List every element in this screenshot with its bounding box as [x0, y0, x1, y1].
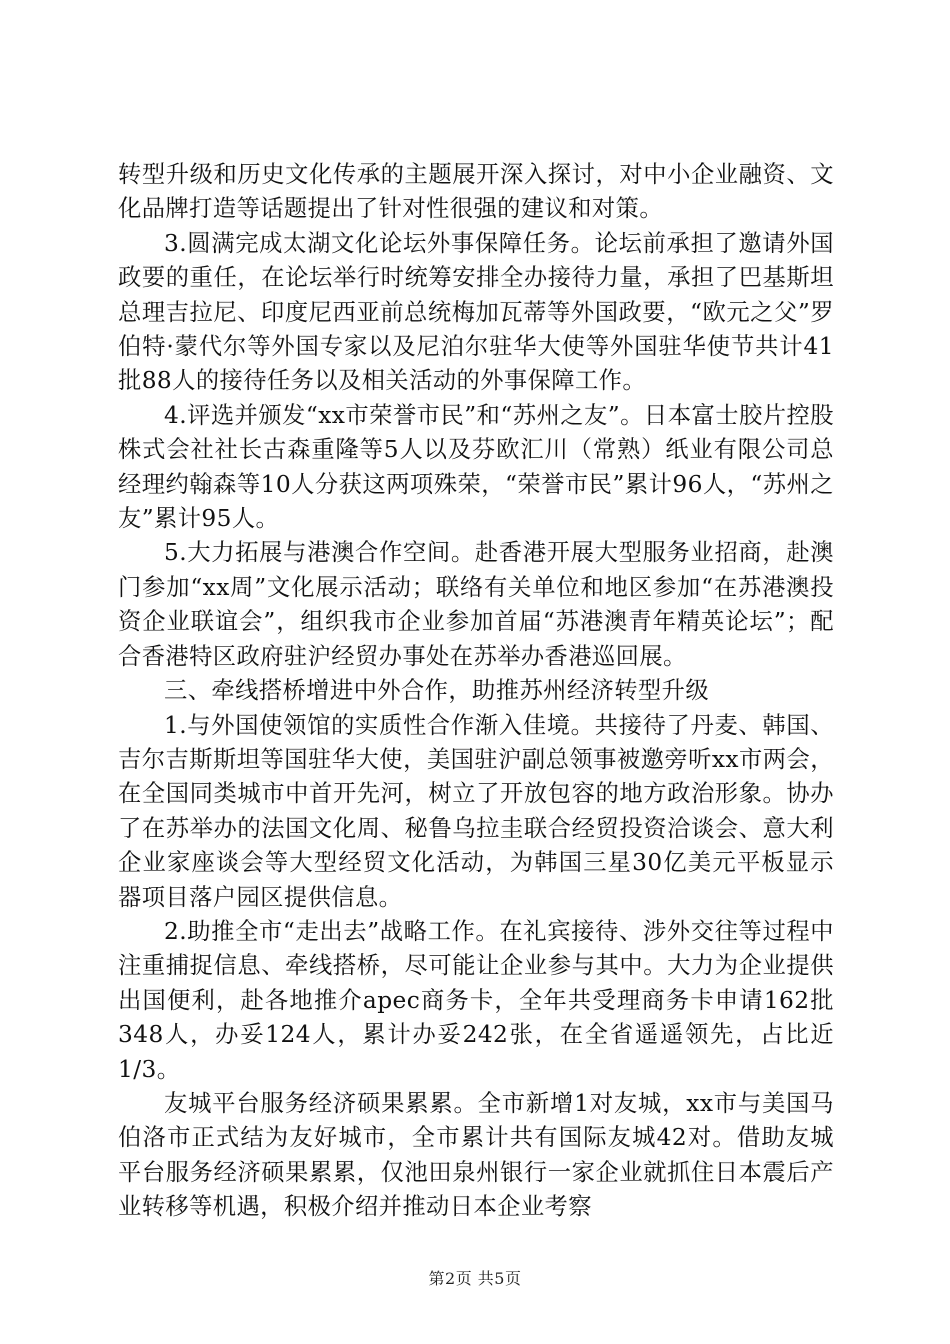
paragraph-6: 2.助推全市“走出去”战略工作。在礼宾接待、涉外交往等过程中注重捕捉信息、牵线搭桥，尽可能让企业参与其中。大力为企业提供出国便利，赴各地推介apec商务卡，全年共受理商务卡申请162批348人，办妥124人，累计办妥242张，在全省遥遥领先，占比近1/3。 — [118, 917, 834, 1083]
section-heading: 三、牵线搭桥增进中外合作，助推苏州经济转型升级 — [164, 677, 710, 705]
paragraph-1: 转型升级和历史文化传承的主题展开深入探讨，对中小企业融资、文化品牌打造等话题提出了针对性很强的建议和对策。 — [118, 161, 834, 223]
page-number-footer: 第2页 共5页 — [428, 1269, 522, 1288]
document-body — [118, 158, 834, 1225]
paragraph-7: 友城平台服务经济硕果累累。全市新增1对友城，xx市与美国马伯洛市正式结为友好城市，全市累计共有国际友城42对。借助友城平台服务经济硕果累累，仅池田泉州银行一家企业就抓住日本震后产业转移等机遇，积极介绍并推动日本企业考察 — [118, 1089, 834, 1221]
paragraph-3: 4.评选并颁发“xx市荣誉市民”和“苏州之友”。日本富士胶片控股株式会社社长古森重隆等5人以及芬欧汇川（常熟）纸业有限公司总经理约翰森等10人分获这两项殊荣，“荣誉市民”累计96人，“苏州之友”累计95人。 — [118, 401, 834, 533]
paragraph-4: 5.大力拓展与港澳合作空间。赴香港开展大型服务业招商，赴澳门参加“xx周”文化展示活动；联络有关单位和地区参加“在苏港澳投资企业联谊会”，组织我市企业参加首届“苏港澳青年精英论坛”；配合香港特区政府驻沪经贸办事处在苏举办香港巡回展。 — [118, 539, 834, 670]
paragraph-5: 1.与外国使领馆的实质性合作渐入佳境。共接待了丹麦、韩国、吉尔吉斯斯坦等国驻华大使，美国驻沪副总领事被邀旁听xx市两会，在全国同类城市中首开先河，树立了开放包容的地方政治形象。协办了在苏举办的法国文化周、秘鲁乌拉圭联合经贸投资洽谈会、意大利企业家座谈会等大型经贸文化活动，为韩国三星30亿美元平板显示器项目落户园区提供信息。 — [118, 711, 834, 911]
paragraph-2: 3.圆满完成太湖文化论坛外事保障任务。论坛前承担了邀请外国政要的重任，在论坛举行时统筹安排全办接待力量，承担了巴基斯坦总理吉拉尼、印度尼西亚前总统梅加瓦蒂等外国政要，“欧元之父”罗伯特·蒙代尔等外国专家以及尼泊尔驻华大使等外国驻华使节共计41批88人的接待任务以及相关活动的外事保障工作。 — [118, 229, 834, 395]
